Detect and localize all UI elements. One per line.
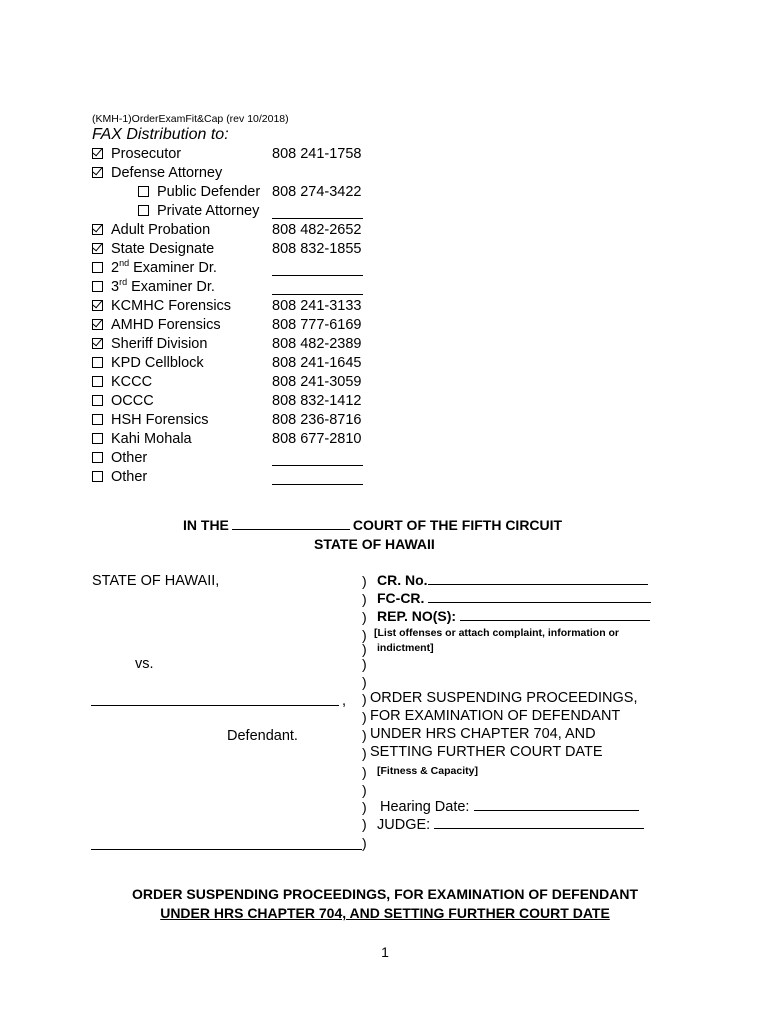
fax-checkbox[interactable] bbox=[92, 148, 103, 159]
court-heading bbox=[183, 517, 562, 533]
fax-row bbox=[0, 297, 770, 316]
fax-checkbox[interactable] bbox=[92, 471, 103, 482]
rep-nos-field bbox=[377, 608, 650, 624]
fax-label-suffix: nd bbox=[119, 258, 130, 269]
fax-row bbox=[0, 354, 770, 373]
fax-row bbox=[0, 373, 770, 392]
hearing-date-field bbox=[380, 798, 639, 815]
cr-no-field bbox=[377, 572, 648, 588]
fax-checkbox[interactable] bbox=[92, 395, 103, 406]
fax-distribution-title: FAX Distribution to: bbox=[92, 126, 229, 143]
fax-checkbox[interactable] bbox=[92, 452, 103, 463]
fax-phone-number: 808 482-2652 bbox=[272, 222, 362, 238]
versus-label: vs. bbox=[135, 656, 154, 672]
paren: ) bbox=[362, 745, 367, 761]
fax-row bbox=[0, 316, 770, 335]
fax-phone-number: 808 241-3133 bbox=[272, 298, 362, 314]
paren: ) bbox=[362, 674, 367, 690]
fax-recipient-label: KCCC bbox=[111, 374, 153, 390]
paren: ) bbox=[362, 573, 367, 589]
paren: ) bbox=[362, 816, 367, 832]
fax-checkbox[interactable] bbox=[92, 167, 103, 178]
paren: ) bbox=[362, 782, 367, 798]
defendant-comma: , bbox=[342, 693, 347, 709]
caption-bottom-rule bbox=[91, 849, 362, 850]
cr-no-label: CR. No. bbox=[377, 572, 428, 588]
fax-row bbox=[0, 449, 770, 468]
caption-order-line-2: FOR EXAMINATION OF DEFENDANT bbox=[370, 708, 621, 724]
paren: ) bbox=[362, 709, 367, 725]
defendant-label: Defendant. bbox=[227, 728, 298, 744]
court-of-label: COURT OF THE FIFTH CIRCUIT bbox=[352, 517, 563, 533]
fax-checkbox[interactable] bbox=[92, 281, 103, 292]
fax-phone-blank[interactable] bbox=[272, 465, 363, 466]
plaintiff-name: STATE OF HAWAII, bbox=[92, 573, 220, 589]
offenses-note-2: indictment] bbox=[377, 642, 434, 654]
fax-row bbox=[0, 164, 770, 183]
fax-phone-blank[interactable] bbox=[272, 484, 363, 485]
fc-cr-blank[interactable] bbox=[428, 590, 651, 603]
fax-phone-number: 808 482-2389 bbox=[272, 336, 362, 352]
fax-recipient-label: HSH Forensics bbox=[111, 412, 209, 428]
fax-row bbox=[0, 145, 770, 164]
fax-row bbox=[0, 430, 770, 449]
fax-recipient-label: Kahi Mohala bbox=[111, 431, 192, 447]
fax-checkbox[interactable] bbox=[92, 300, 103, 311]
page-number: 1 bbox=[381, 944, 389, 960]
fax-checkbox[interactable] bbox=[92, 357, 103, 368]
fax-phone-blank[interactable] bbox=[272, 294, 363, 295]
paren: ) bbox=[362, 691, 367, 707]
fax-row bbox=[0, 240, 770, 259]
paren: ) bbox=[362, 799, 367, 815]
fax-row bbox=[0, 259, 770, 278]
fax-recipient-label: KCMHC Forensics bbox=[111, 298, 232, 314]
fax-row bbox=[0, 202, 770, 221]
fax-phone-number: 808 677-2810 bbox=[272, 431, 362, 447]
fax-recipient-label: Defense Attorney bbox=[111, 165, 223, 181]
fax-label-rest: Examiner Dr. bbox=[127, 279, 215, 295]
fax-row bbox=[0, 221, 770, 240]
fax-row bbox=[0, 411, 770, 430]
paren: ) bbox=[362, 609, 367, 625]
fc-cr-field bbox=[377, 590, 651, 606]
paren: ) bbox=[362, 591, 367, 607]
paren: ) bbox=[362, 627, 367, 643]
fax-checkbox[interactable] bbox=[92, 338, 103, 349]
fax-label-ordinal: 3 bbox=[111, 279, 120, 295]
fax-phone-number: 808 241-1645 bbox=[272, 355, 362, 371]
fax-checkbox[interactable] bbox=[92, 376, 103, 387]
fax-recipient-label bbox=[111, 278, 215, 297]
rep-nos-blank[interactable] bbox=[460, 608, 650, 621]
judge-blank[interactable] bbox=[434, 816, 644, 829]
fax-recipient-label: Adult Probation bbox=[111, 222, 211, 238]
fax-checkbox[interactable] bbox=[92, 262, 103, 273]
order-title-line-2 bbox=[0, 905, 770, 921]
caption-order-line-1: ORDER SUSPENDING PROCEEDINGS, bbox=[370, 690, 638, 706]
cr-no-blank[interactable] bbox=[428, 572, 648, 585]
fax-recipient-label: Other bbox=[111, 450, 148, 466]
fax-checkbox[interactable] bbox=[138, 186, 149, 197]
fax-row bbox=[0, 278, 770, 297]
form-id: (KMH-1)OrderExamFit&Cap (rev 10/2018) bbox=[92, 113, 289, 125]
fax-checkbox[interactable] bbox=[92, 319, 103, 330]
offenses-note-1: [List offenses or attach complaint, information or bbox=[374, 627, 620, 639]
hearing-date-label: Hearing Date: bbox=[380, 799, 470, 815]
fax-phone-blank[interactable] bbox=[272, 275, 363, 276]
fax-checkbox[interactable] bbox=[92, 414, 103, 425]
fax-recipient-label: OCCC bbox=[111, 393, 154, 409]
order-title-line-1: ORDER SUSPENDING PROCEEDINGS, FOR EXAMINATION OF DEFENDANT bbox=[131, 886, 639, 902]
fax-row bbox=[0, 468, 770, 487]
fax-label-ordinal: 2 bbox=[111, 260, 120, 276]
court-state: STATE OF HAWAII bbox=[314, 536, 435, 552]
fax-phone-number: 808 241-3059 bbox=[272, 374, 362, 390]
fax-checkbox[interactable] bbox=[92, 224, 103, 235]
fax-phone-number: 808 241-1758 bbox=[272, 146, 362, 162]
fax-label-suffix: rd bbox=[119, 277, 128, 288]
hearing-date-blank[interactable] bbox=[474, 798, 639, 811]
paren: ) bbox=[362, 835, 367, 851]
order-title-line-2-text: UNDER HRS CHAPTER 704, AND SETTING FURTHER COURT DATE bbox=[160, 905, 610, 921]
rep-nos-label: REP. NO(S): bbox=[377, 608, 457, 624]
paren: ) bbox=[362, 656, 367, 672]
judge-label: JUDGE: bbox=[377, 817, 431, 833]
judge-field bbox=[377, 816, 644, 833]
fax-recipient-label: State Designate bbox=[111, 241, 215, 257]
fax-phone-number: 808 236-8716 bbox=[272, 412, 362, 428]
fax-recipient-label: KPD Cellblock bbox=[111, 355, 204, 371]
fax-row bbox=[0, 392, 770, 411]
fax-recipient-label: Prosecutor bbox=[111, 146, 182, 162]
paren: ) bbox=[362, 641, 367, 657]
fax-recipient-label: Public Defender bbox=[157, 184, 261, 200]
defendant-name-blank[interactable] bbox=[91, 705, 339, 706]
fax-recipient-label bbox=[111, 259, 217, 278]
fax-phone-number: 808 832-1855 bbox=[272, 241, 362, 257]
fc-cr-label: FC-CR. bbox=[377, 590, 425, 606]
fax-recipient-label: Other bbox=[111, 469, 148, 485]
fax-phone-number: 808 777-6169 bbox=[272, 317, 362, 333]
caption-order-line-3: UNDER HRS CHAPTER 704, AND bbox=[370, 726, 596, 742]
fax-checkbox[interactable] bbox=[92, 433, 103, 444]
fax-phone-number: 808 274-3422 bbox=[272, 184, 362, 200]
fax-phone-blank[interactable] bbox=[272, 218, 363, 219]
fax-row bbox=[0, 335, 770, 354]
court-name-blank[interactable] bbox=[232, 517, 350, 530]
fax-checkbox[interactable] bbox=[138, 205, 149, 216]
fitness-capacity-note: [Fitness & Capacity] bbox=[377, 765, 478, 777]
fax-checkbox[interactable] bbox=[92, 243, 103, 254]
fax-recipient-label: Sheriff Division bbox=[111, 336, 208, 352]
paren: ) bbox=[362, 764, 367, 780]
fax-row bbox=[0, 183, 770, 202]
in-the-label: IN THE bbox=[183, 517, 229, 533]
fax-recipient-label: Private Attorney bbox=[157, 203, 260, 219]
fax-phone-number: 808 832-1412 bbox=[272, 393, 362, 409]
fax-recipient-label: AMHD Forensics bbox=[111, 317, 221, 333]
paren: ) bbox=[362, 727, 367, 743]
fax-label-rest: Examiner Dr. bbox=[129, 260, 217, 276]
caption-order-line-4: SETTING FURTHER COURT DATE bbox=[370, 744, 603, 760]
